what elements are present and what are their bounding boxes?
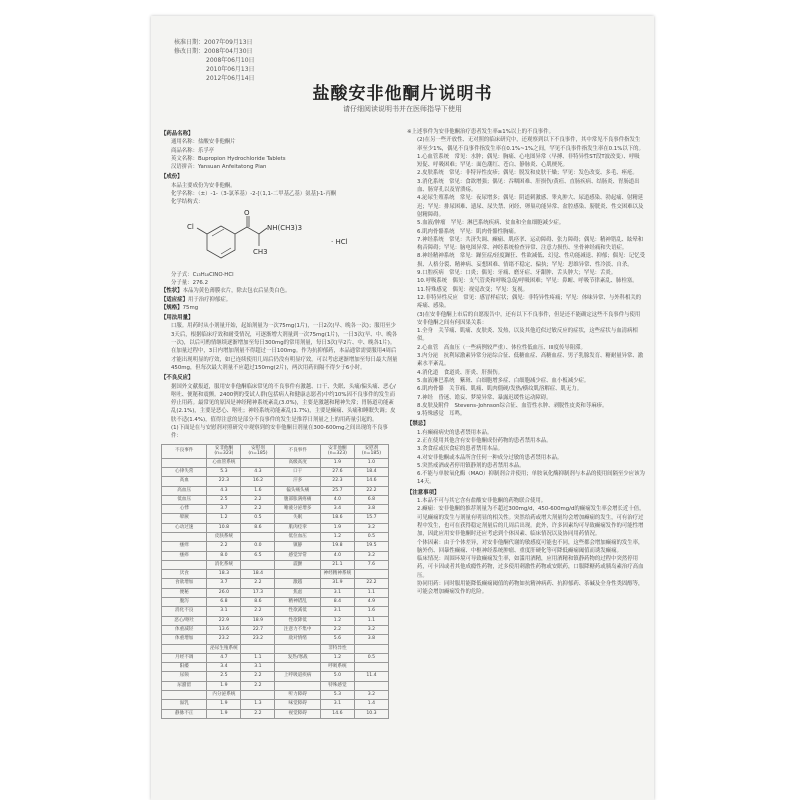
table-header-cell: 安非他酮(n=323) (320, 444, 354, 458)
table-cell: 18.4 (241, 570, 275, 579)
table-cell (241, 691, 275, 700)
chemical-structure (181, 210, 398, 268)
table-cell: 偏头痛头痛 (275, 486, 320, 495)
table-cell: 1.6 (354, 607, 388, 616)
table-cell: 3.4 (320, 505, 354, 514)
table-header-row (162, 444, 389, 458)
table-row (162, 691, 389, 700)
table-cell: 激越 (275, 579, 320, 588)
adverse-events-table (161, 444, 389, 719)
table-cell: 0.0 (241, 542, 275, 551)
list-item: 9.特殊感觉 耳鸣。 (417, 411, 466, 418)
table-cell: 5.6 (320, 635, 354, 644)
table-cell: 3.1 (320, 700, 354, 709)
table-row (162, 505, 389, 514)
table-row (162, 477, 389, 486)
table-cell: 高级高度 (275, 458, 320, 467)
other-intro: (2)在另一些开放性、无对照的临床研究中，还观察到以下不良事件，其中常见不良事件指发生率至少1%，偶见不良事件指发生率在0.1%~1%之间，罕见不良事件指发生率在0.1%以下的。 (417, 137, 644, 152)
list-item: 3.消化系统 常见：食欲增强；偶见：吞咽困难、肝损伤/黄疸、直肠疾病、结肠炎、胃肠道出血、肠穿孔以及胃溃疡。 (417, 178, 640, 194)
table-cell: 镇静 (275, 542, 320, 551)
list-item: 10.呼吸系统 偶见：支气管炎和呼吸急促/呼吸困难；罕见：鼻衄、呼吸节律紊乱、肺栓塞。 (417, 278, 638, 285)
table-cell: 1.4 (354, 700, 388, 709)
table-cell: 26.0 (207, 588, 241, 597)
table-cell: 5.3 (207, 467, 241, 476)
table-cell: 23.2 (241, 635, 275, 644)
spec-row (161, 304, 398, 312)
list-item: 1.有癫痫病史的患者禁用本品。 (417, 429, 493, 436)
table-cell: 2.2 (241, 681, 275, 690)
list-item: 4.对安非他酮或本品所含任何一种成分过敏的患者禁用本品。 (417, 454, 563, 461)
table-cell: 3.2 (354, 625, 388, 634)
table-cell: 18.6 (320, 514, 354, 523)
table-cell: 晕厥 (162, 514, 207, 523)
table-cell: 0.5 (354, 532, 388, 541)
table-cell: 3.1 (241, 663, 275, 672)
list-item: 8.神经精神系统 常见：躁狂症/轻度躁狂、性欲减低、幻觉、性功能减退、抑郁；偶见：记忆受损、人格分裂、精神病、妄想困难、情绪不稳定、偏执；罕见：思维异常、性冷淡、自杀。 (417, 253, 645, 268)
document-title: 盐酸安非他酮片说明书 (312, 84, 493, 104)
table-row (162, 486, 389, 495)
table-cell (241, 532, 275, 541)
appearance-header: 【性状】 (161, 288, 183, 295)
table-cell: 25.7 (320, 486, 354, 495)
table-cell: 5.3 (320, 691, 354, 700)
table-cell: 22.2 (354, 579, 388, 588)
list-item: 3.贪食症或厌食症的患者禁用本品。 (417, 446, 504, 453)
table-cell: 3.4 (207, 663, 241, 672)
table-cell: 3.7 (207, 505, 241, 514)
table-cell: 22.2 (354, 486, 388, 495)
list-item: 6.肌肉骨骼系统 罕见：肌肉骨骼性胸痛。 (417, 228, 520, 235)
table-cell: 6.8 (207, 598, 241, 607)
table-cell: 5.0 (320, 672, 354, 681)
table-cell: 高血 (162, 477, 207, 486)
modification-date: 2012年06月14日 (206, 75, 255, 82)
list-item: 2.正在使用其他含有安非他酮成份药物的患者禁用本品。 (417, 437, 552, 444)
table-cell: 溢乳 (162, 700, 207, 709)
methyl-label: CH3 (253, 247, 268, 256)
post-marketing-list (407, 327, 645, 418)
table-cell: 2.2 (241, 709, 275, 718)
table-row (162, 560, 389, 569)
table-cell: 2.2 (241, 495, 275, 504)
table-cell: 内分泌系统 (207, 691, 241, 700)
modification-date: 2008年06月10日 (206, 57, 255, 64)
table-cell: 11.4 (354, 672, 388, 681)
generic-name: 通用名称：盐酸安非他酮片 (171, 139, 236, 146)
spec-header: 【规格】 (161, 304, 183, 311)
table-cell (354, 644, 388, 653)
table-cell: 低血压 (162, 495, 207, 504)
table-cell: 1.9 (207, 709, 241, 718)
table-cell: 2.2 (241, 607, 275, 616)
right-column (407, 128, 645, 793)
list-item: 3.内分泌 抗利尿激素异常分泌综合征、低糖血症、高糖血症、男子乳腺发育、糖耐量异常、激素水平紊乱。 (417, 353, 644, 368)
oxygen-label: O (244, 209, 250, 217)
table-row (162, 635, 389, 644)
approval-date: 核准日期：2007年09月13日 (174, 39, 253, 46)
table-cell: 性欲减低 (275, 607, 320, 616)
table-cell: 阳痿 (162, 663, 207, 672)
leaflet-sheet (151, 16, 654, 800)
table-cell: 4.3 (241, 467, 275, 476)
table-cell: 上呼吸道疾病 (275, 672, 320, 681)
table-cell: 焦虑 (275, 588, 320, 597)
table-cell: 18.9 (241, 616, 275, 625)
table-cell: 腹部胀满疼痛 (275, 495, 320, 504)
table-header-cell: 安慰剂(n=185) (354, 444, 388, 458)
indications-row (161, 296, 398, 304)
indications-text: 用于治疗抑郁症。 (187, 296, 232, 303)
table-row (162, 495, 389, 504)
precaution-list (407, 497, 645, 580)
table-cell: 31.9 (320, 579, 354, 588)
table-cell: 22.9 (207, 616, 241, 625)
table-cell: 3.7 (207, 579, 241, 588)
list-item: 11.特殊感觉 偶见：视觉改变；罕见：复视。 (417, 286, 528, 293)
table-cell: 3.1 (320, 588, 354, 597)
table-cell: 尿频 (162, 672, 207, 681)
table-cell: 2.2 (241, 579, 275, 588)
table-note: ※上述事件为安非他酮治疗患者发生率≥1%以上的不良事件。 (407, 129, 554, 135)
table-cell: 10.3 (354, 709, 388, 718)
table-cell: 14.6 (320, 709, 354, 718)
table-cell: 8.6 (241, 598, 275, 607)
table-cell (162, 691, 207, 700)
drug-name-header: 【药品名称】 (161, 131, 194, 137)
table-cell: 27.6 (320, 467, 354, 476)
table-cell: 3.2 (354, 691, 388, 700)
left-column (161, 128, 398, 793)
table-row (162, 458, 389, 467)
table-cell: 18.3 (207, 570, 241, 579)
table-header-cell: 安慰剂(n=185) (241, 444, 275, 458)
table-row (162, 598, 389, 607)
english-name: 英文名称：Bupropion Hydrochloride Tablets (171, 155, 286, 162)
table-cell: 1.9 (207, 700, 241, 709)
appearance-row (161, 287, 398, 295)
list-item: 5.血液淋巴系统 紫斑、白细胞增多症、白细胞减少症、血小板减少症。 (417, 377, 590, 384)
table-cell (275, 663, 320, 672)
table-cell: 1.2 (320, 616, 354, 625)
table-cell: 4.9 (354, 598, 388, 607)
table-row (162, 663, 389, 672)
contraindications-header: 【禁忌】 (407, 421, 429, 428)
table-row (162, 532, 389, 541)
structure-drawing (181, 210, 381, 268)
list-item: 8.皮肤及附件 Stevens-Johnson综合征、血管性水肿、剥脱性皮炎和荨麻疹。 (417, 402, 608, 409)
table-cell: 2.5 (207, 495, 241, 504)
table-cell: 2.2 (241, 672, 275, 681)
table-cell: 1.1 (241, 653, 275, 662)
table-cell: 18.4 (354, 467, 388, 476)
modification-date: 2010年06月13日 (206, 66, 255, 73)
trade-name: 商品名称：乐孚亭 (171, 147, 215, 154)
table-cell: 1.1 (354, 588, 388, 597)
table-row (162, 467, 389, 476)
list-item: 1.心血管系统 常见：水肿；偶见：胸痛、心电图异常（早搏、非特异性ST段T波改变）、呼吸短促、呼吸困难；罕见：面色潮红、苍白、静脉炎、心肌梗死。 (417, 153, 640, 169)
table-header-cell: 安非他酮(n=323) (207, 444, 241, 458)
table-cell (354, 681, 388, 690)
dosage-header: 【用法用量】 (161, 315, 194, 322)
table-cell: 性欲降低 (275, 616, 320, 625)
table-body (162, 458, 389, 718)
chemical-name: 化学名称：（±）-1-（3-氯苯基）-2-[（1,1-二甲基乙基）氨基]-1-丙酮 (171, 191, 337, 198)
adverse-header: 【不良反应】 (161, 375, 194, 382)
table-cell: 泌尿生殖系统 (207, 644, 241, 653)
table-cell: 0.5 (241, 514, 275, 523)
table-cell: 口干 (275, 467, 320, 476)
table-cell (241, 458, 275, 467)
table-cell: 23.2 (207, 635, 241, 644)
table-cell: 8.6 (241, 523, 275, 532)
table-cell: 21.1 (320, 560, 354, 569)
table-row (162, 653, 389, 662)
table-cell: 心血管系统 (207, 458, 241, 467)
table-cell: 1.6 (241, 486, 275, 495)
table-cell (354, 570, 388, 579)
table-cell: 瘙疹 (162, 551, 207, 560)
document-subtitle: 请仔细阅读说明书并在医师指导下使用 (343, 105, 462, 113)
pinyin-name: 汉语拼音：Yansuan Anfeitatong Pian (171, 164, 267, 171)
table-row (162, 570, 389, 579)
table-cell (162, 644, 207, 653)
table-cell: 2.5 (207, 672, 241, 681)
table-cell: 特殊感觉 (320, 681, 354, 690)
table-cell: 19.8 (320, 542, 354, 551)
table-cell (275, 570, 320, 579)
table-cell: 低位血压 (275, 532, 320, 541)
table-cell: 失眠 (275, 514, 320, 523)
table-cell: 尿潴留 (162, 681, 207, 690)
table-header-cell: 不良事件 (162, 444, 207, 458)
table-cell: 心律失常 (162, 467, 207, 476)
molecular-weight: 分子量：276.2 (171, 279, 208, 286)
table-cell: 6.8 (354, 495, 388, 504)
table-cell: 月经不调 (162, 653, 207, 662)
table-cell: 发热/寒战 (275, 653, 320, 662)
table-cell: 6.5 (241, 551, 275, 560)
list-item: 4.消化道 食道炎、肝炎、肝损伤。 (417, 369, 504, 376)
table-cell: 10.8 (207, 523, 241, 532)
list-item: 6.不能与单胺氧化酶（MAO）抑制剂合并使用；单胺氧化酶抑制剂与本品的使用间隔至少应该为14天。 (417, 471, 645, 486)
list-item: 9.口腔疾病 常见：口炎；偶见：牙痛、磨牙症、牙龈肿、舌头肿大；罕见：舌炎。 (417, 270, 617, 277)
table-cell: 心悸 (162, 505, 207, 514)
table-row (162, 607, 389, 616)
table-header-cell: 不良事件 (275, 444, 320, 458)
indications-header: 【适应症】 (161, 296, 188, 303)
table-cell: 19.5 (354, 542, 388, 551)
table-cell: 1.3 (241, 700, 275, 709)
table-cell: 3.1 (320, 607, 354, 616)
table-cell: 2.2 (207, 542, 241, 551)
table-cell: 1.2 (207, 514, 241, 523)
table-cell: 13.6 (207, 625, 241, 634)
table-cell: 体重增加 (162, 635, 207, 644)
table-cell: 4.0 (320, 495, 354, 504)
table-cell: 14.6 (354, 477, 388, 486)
table-cell: 肌肉痉挛 (275, 523, 320, 532)
table-cell: 2.2 (241, 505, 275, 514)
table-cell: 震颤 (275, 560, 320, 569)
table-row (162, 625, 389, 634)
table-cell: 22.3 (207, 477, 241, 486)
table-cell (162, 560, 207, 569)
list-item: 个体因素：由于个体差异，对安非他酮代谢的敏感度可能也不同，这些都会增加癫痫的发生率，脑外伤、回暴性癫痫、中枢神经系统肿瘤、重度肝硬化等可降低癫痫阈值而诱发癫痫。 (417, 539, 644, 554)
dosage-text: 口服。用药时从小剂量开始，起始剂量为一次75mg(1片)，一日2次(早、晚各一次)；服用至少3天后，根据临床疗效和耐受情况，可逐渐增大剂量到一次75mg(1片)，一日3次(早、中、晚各一次)，以后可酌情继续逐渐增加至每日300mg的常用剂量，每日3次(早2片、中、晚各1片)。在加量过程中，3日内增加剂量不得超过一日100mg。作为抗抑郁药，本品通常需要服用4周后才能出现明显的疗效，如已连续使用几周后仍没有明显疗效，可以考虑逐渐增加至每日最大剂量450mg，但每次最大剂量不应超过150mg(2片)，两次用药间隔不得少于6小时。 (171, 323, 398, 371)
table-cell: 3.8 (354, 505, 388, 514)
hcl-label: · HCl (331, 237, 348, 246)
table-cell: 1.2 (320, 532, 354, 541)
table-cell: 消化系统 (207, 560, 241, 569)
table-row (162, 672, 389, 681)
structure-label: 化学结构式： (171, 199, 204, 206)
table-cell (162, 532, 207, 541)
table-cell: 非特异性 (320, 644, 354, 653)
table-cell (275, 644, 320, 653)
modification-date: 修改日期：2008年04月30日 (174, 48, 253, 55)
table-cell: 高血压 (162, 486, 207, 495)
table-row (162, 681, 389, 690)
composition-header: 【成份】 (161, 174, 183, 181)
table-cell: 1.9 (320, 523, 354, 532)
table-cell: 便秘 (162, 588, 207, 597)
table-row (162, 514, 389, 523)
table-cell: 味觉障碍 (275, 700, 320, 709)
table-cell: 7.6 (354, 560, 388, 569)
table-row (162, 644, 389, 653)
table-row (162, 588, 389, 597)
table-cell: 2.2 (320, 625, 354, 634)
adverse-item-list (407, 153, 645, 311)
table-cell: 4.7 (207, 653, 241, 662)
table-cell: 厌食 (162, 570, 207, 579)
spec-text: 75mg (182, 304, 199, 311)
precautions-header: 【注意事项】 (407, 489, 440, 496)
molecular-formula: 分子式：C₁₃H₁₈ClNO·HCl (171, 271, 234, 278)
precaution-tail: 协同用药：同时服用能降低癫痫阈值的药物如抗精神病药、抗抑郁药、茶碱及全身性类固醇等，可能会增加癫痫发作的危险。 (417, 581, 644, 596)
table-cell (354, 663, 388, 672)
table-cell: 1.0 (354, 458, 388, 467)
list-item: 5.突然戒酒或者停用镇静剂的患者禁用本品。 (417, 462, 525, 469)
list-item: 2.皮肤系统 常见：非特异性皮疹；偶见：脱发和皮肤干燥；罕见：发色改变、多毛、痤疮。 (417, 170, 638, 177)
table-cell: 呼吸系统 (320, 663, 354, 672)
table-cell: 8.0 (207, 551, 241, 560)
composition-text: 本品主要成份为安非他酮。 (171, 182, 236, 189)
table-cell: 消化不良 (162, 607, 207, 616)
chlorine-label: Cl (187, 222, 194, 231)
table-cell: 体重减轻 (162, 625, 207, 634)
table-cell: 敌对情绪 (275, 635, 320, 644)
list-item: 2.癫痫：安非他酮的推荐剂量为不超过300mg/d，450-600mg/d的癫痫发生率会增长近十倍，可见癫痫的发生与剂量有明显的相关性。突然给药或增大剂量均会增加癫痫的发生，可有治疗过程中发生，也可在获得稳定剂量后的几周后出现。此外，许多因素均可导致癫痫发作的可能性增加，因此应用安非他酮时还应考虑到个体因素、临床情况以及协同用药情况。 (417, 506, 645, 538)
revision-dates (174, 38, 255, 83)
contraindication-list (407, 429, 645, 487)
table-cell: 3.2 (354, 523, 388, 532)
list-item: 1.全身 关节痛、肌痛、皮肤炎、发热，以及其他近似过敏反应的症状，这些症状与血清病相似。 (417, 328, 638, 343)
table-cell: 瘙痒 (162, 542, 207, 551)
table-cell: 神经精神系统 (320, 570, 354, 579)
table-cell: 3.1 (207, 607, 241, 616)
table-cell: 22.7 (241, 625, 275, 634)
list-item: 7.神经 昏迷、谵妄、梦境异常、暴露迟缓性运动障碍。 (417, 394, 552, 401)
list-item: 6.肌肉骨骼 关节痛、肌痛、肌肉僵硬/发热/横纹肌溶解症、肌无力。 (417, 386, 583, 393)
list-item: 12.非特异性反应 常见：感冒样症状；偶见：非特异性疼痛；罕见：体味异常、与外科相关的疼痛、感染。 (417, 294, 642, 310)
table-cell: 4.0 (320, 551, 354, 560)
table-cell: 3.2 (354, 551, 388, 560)
table-cell (162, 458, 207, 467)
list-item: 5.血液/肿瘤 罕见：淋巴系统疾病、贫血和全血细胞减少症。 (417, 220, 565, 227)
list-item: 1.本品不可与其它含有盐酸安非他酮的药物联合使用。 (417, 498, 547, 505)
table-cell: 17.3 (241, 588, 275, 597)
appearance-text: 本品为黄色薄膜衣片，除去包衣后显类白色。 (182, 288, 291, 295)
table-cell: 16.2 (241, 477, 275, 486)
table-cell: 心动过速 (162, 523, 207, 532)
table-row (162, 523, 389, 532)
table-cell (275, 681, 320, 690)
list-item: 临床情况：周围环境可导致癫痫发生率，如滥用酒精，应用酒精和镇静药物的过程中突然停用药，可卡因或者其他成瘾性药物，过多使用刺激性药物或安眠药，口服降糖药或胰岛素治疗高血压。 (417, 556, 644, 579)
table-cell: 0.5 (354, 653, 388, 662)
table-cell: 1.2 (320, 653, 354, 662)
table-intro: (1)下面是在与安慰剂对照研究中观察到的安非他酮日剂量在300-600mg之间出现的不良事件： (171, 425, 388, 440)
table-cell: 汗多 (275, 477, 320, 486)
adverse-text: 据国外文献报道，服用安非他酮临床常见的不良事件有激越、口干、失眠、头痛/偏头痛、恶心/呕吐、便秘和震颤。2400例的受试人群(包括病人和健康志愿者)中约10%因不良事件的发生而停止用药。最常见的原因是神经精神系统紊乱(3.0%)，主要是激越和精神失常；胃肠道功能紊乱(2.1%)，主要是恶心、呕吐；神经系统功能紊乱(1.7%)，主要是癫痫、头痛和睡眠失调；皮肤不适(1.4%)，值得注意的是部分不良事件的发生是推荐日剂量之上的用药量引起的。 (171, 383, 396, 423)
table-row (162, 700, 389, 709)
table-row (162, 709, 389, 718)
table-cell: 皮肤系统 (207, 532, 241, 541)
table-row (162, 616, 389, 625)
table-cell: 3.8 (354, 635, 388, 644)
table-cell: 4.3 (207, 486, 241, 495)
list-item: 4.泌尿生殖系统 常见：夜尿增多；偶见：阴道刺激感、睾丸肿大、尿道感染、勃起痛、射精延迟；罕见：排尿困难、遗尿、尿失禁、闭经、卵巢功能异常、盆腔感染、膀胱炎、性交困难以及射精障碍。 (417, 195, 644, 218)
table-row (162, 542, 389, 551)
table-cell: 注意力不集中 (275, 625, 320, 634)
table-cell: 食欲增加 (162, 579, 207, 588)
table-cell: 22.3 (320, 477, 354, 486)
table-cell: 视觉障碍 (275, 709, 320, 718)
list-item: 2.心血管 高血压（一些病例较严重）、体位性低血压、III度传导阻滞。 (417, 344, 586, 351)
list-item: 7.神经系统 常见：共济失调、癫痫、肌痉挛、运动障碍、张力障碍；偶见：精神错乱、眩晕和构音障碍；罕见：脑电图异常、神经系统检查异常、注意力损伤、坐骨神经痛和失语症。 (417, 236, 644, 252)
table-cell: 腹泻 (162, 598, 207, 607)
table-cell: 唾液分泌增多 (275, 505, 320, 514)
table-cell: 恶心/呕吐 (162, 616, 207, 625)
table-cell: 1.1 (354, 616, 388, 625)
table-cell (241, 644, 275, 653)
table-cell: 静脉不正 (162, 709, 207, 718)
table-cell: 8.4 (320, 598, 354, 607)
table-cell: 听力障碍 (275, 691, 320, 700)
table-cell: 感觉异常 (275, 551, 320, 560)
report-intro: (3)在安非他酮上市后的自愿报告中，还有以下不良事件，但是还不能确定这些不良事件与使用安非他酮之间有何因果关系： (417, 311, 641, 326)
table-cell (241, 560, 275, 569)
table-cell: 1.9 (320, 458, 354, 467)
amine-label: NH(CH3)3 (267, 223, 303, 232)
table-cell: 15.7 (354, 514, 388, 523)
table-row (162, 579, 389, 588)
table-cell: 1.9 (207, 681, 241, 690)
table-row (162, 551, 389, 560)
table-cell: 精神错乱 (275, 598, 320, 607)
